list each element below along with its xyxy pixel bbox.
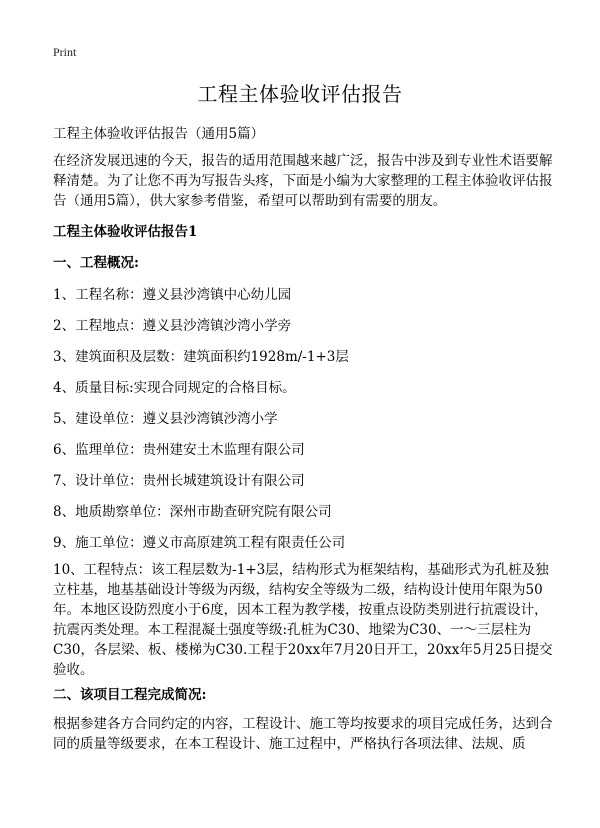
list-item-6: 6、监理单位：贵州建安土木监理有限公司 (53, 442, 305, 458)
closing-paragraph: 根据参建各方合同约定的内容，工程设计、施工等均按要求的项目完成任务，达到合同的质量等级要求，在本工程设计、施工过程中，严格执行各项法律、法规、质 (53, 716, 553, 752)
document-title: 工程主体验收评估报告 (197, 82, 403, 106)
list-item-10: 10、工程特点：该工程层数为-1+3层，结构形式为框架结构，基础形式为孔桩及独立柱基，地基基础设计等级为丙级，结构安全等级为二级，结构设计使用年限为50年。本地区设防烈度小于6度，因本工程为教学楼，按重点设防类别进行抗震设计，抗震丙类处理。本工程混凝土强度等级:孔桩为C30、地梁为C30、一～三层柱为C30，各层梁、板、楼梯为C30.工程于20xx年7月20日开工，20xx年5月25日提交验收。 (53, 562, 553, 678)
list-item-8: 8、地质勘察单位：深州市勘查研究院有限公司 (53, 504, 332, 520)
section-1-heading: 一、工程概况: (53, 255, 139, 271)
document-subtitle: 工程主体验收评估报告（通用5篇） (53, 126, 265, 142)
list-item-3: 3、建筑面积及层数：建筑面积约1928m/-1+3层 (53, 349, 349, 365)
list-item-7: 7、设计单位：贵州长城建筑设计有限公司 (53, 473, 305, 489)
list-item-9: 9、施工单位：遵义市高原建筑工程有限责任公司 (53, 535, 346, 551)
list-item-2: 2、工程地点：遵义县沙湾镇沙湾小学旁 (53, 318, 292, 334)
list-item-5: 5、建设单位：遵义县沙湾镇沙湾小学 (53, 411, 278, 427)
report-1-heading: 工程主体验收评估报告1 (53, 224, 198, 240)
print-link[interactable]: Print (53, 45, 77, 59)
list-item-4: 4、质量目标:实现合同规定的合格目标。 (53, 380, 296, 396)
section-2-heading: 二、该项目工程完成简况: (53, 687, 207, 703)
intro-paragraph: 在经济发展迅速的今天，报告的适用范围越来越广泛，报告中涉及到专业性术语要解释清楚。为了让您不再为写报告头疼，下面是小编为大家整理的工程主体验收评估报告（通用5篇），供大家参考借鉴，希望可以帮助到有需要的朋友。 (53, 153, 553, 209)
list-item-1: 1、工程名称：遵义县沙湾镇中心幼儿园 (53, 287, 292, 303)
